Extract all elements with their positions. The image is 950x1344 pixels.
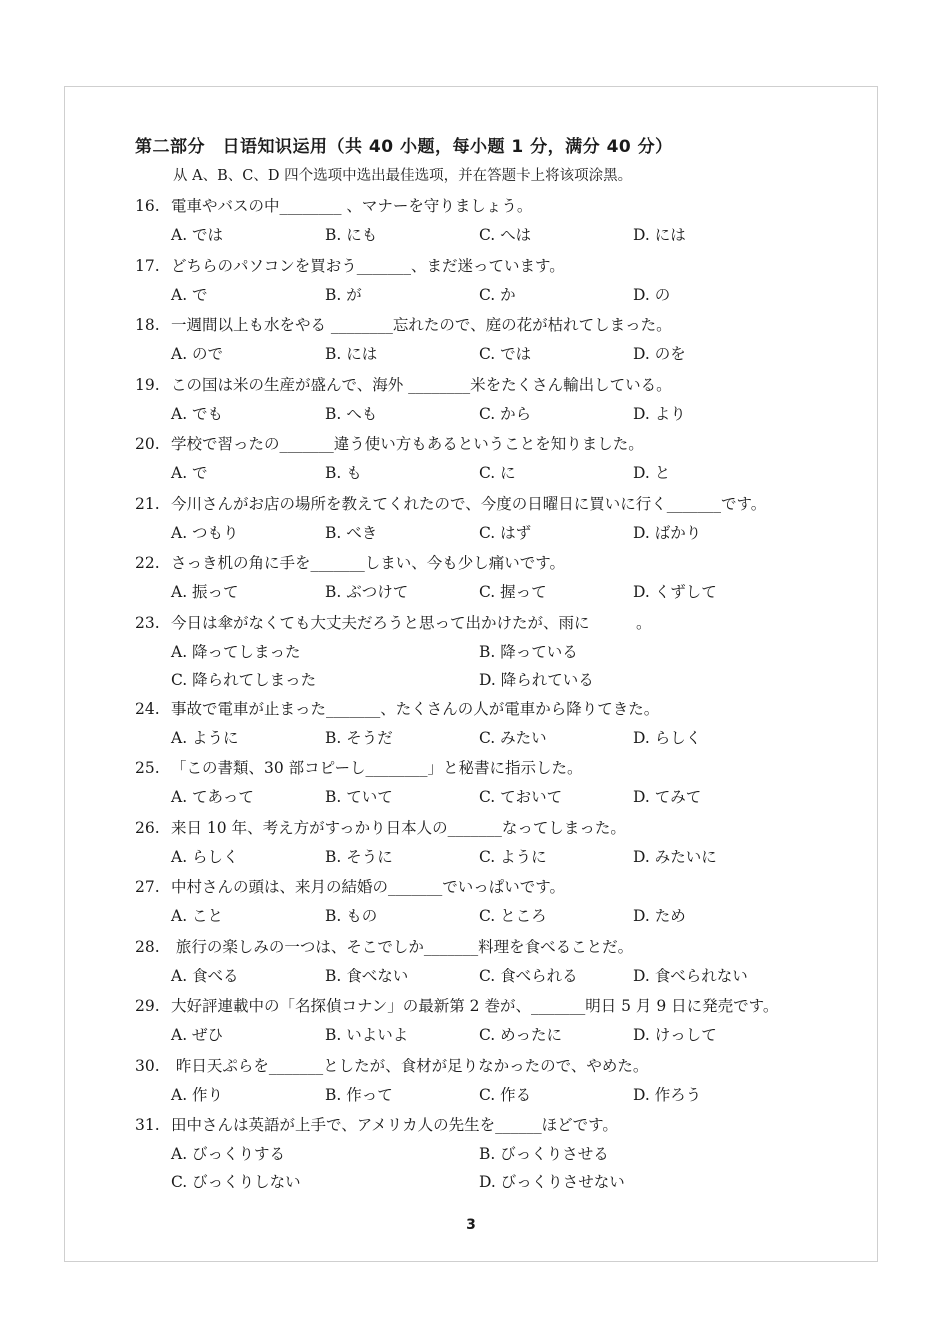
option-a: A. ので	[171, 345, 224, 363]
question-number: 31.	[135, 1116, 160, 1134]
question-17	[135, 251, 845, 311]
question-21	[135, 489, 845, 549]
option-b: B. が	[325, 285, 362, 304]
question-18	[135, 310, 845, 370]
option-b: B. ぶつけて	[325, 583, 409, 601]
option-d: D. ばかり	[633, 523, 702, 542]
option-c: C. か	[479, 285, 516, 304]
option-b: B. も	[325, 464, 362, 482]
option-a: A. ように	[171, 728, 239, 747]
option-a: A. でも	[171, 404, 224, 423]
option-d: D. のを	[633, 345, 686, 363]
option-d: D. ため	[633, 907, 686, 925]
question-text: この国は米の生産が盛んで、海外 ________米をたくさん輸出している。	[171, 375, 672, 394]
option-b: B. そうに	[325, 847, 393, 866]
question-text: 昨日天ぷらを_______としたが、食材が足りなかったので、やめた。	[171, 1056, 649, 1075]
option-d: D. くずして	[633, 583, 717, 601]
question-19	[135, 370, 845, 430]
option-c: C. へは	[479, 226, 532, 244]
question-31	[135, 1110, 845, 1196]
option-c: C. びっくりしない	[171, 1173, 301, 1191]
option-a: A. こと	[171, 907, 224, 925]
question-number: 24.	[135, 699, 160, 718]
question-22	[135, 548, 845, 608]
question-28	[135, 932, 845, 992]
question-text: 事故で電車が止まった_______、たくさんの人が電車から降りてきた。	[171, 699, 660, 718]
question-30	[135, 1051, 845, 1111]
option-b: B. もの	[325, 907, 378, 925]
option-a: A. てあって	[171, 788, 254, 806]
question-23	[135, 608, 845, 694]
question-text: 大好評連載中の「名探偵コナン」の最新第 2 巻が、_______明日 5 月 9 日に発売です。	[171, 997, 779, 1015]
option-c: C. では	[479, 345, 532, 363]
option-c: C. みたい	[479, 728, 547, 747]
option-d: D. 作ろう	[633, 1085, 702, 1104]
question-text: 電車やバスの中________ 、マナーを守りましょう。	[171, 197, 533, 215]
option-c: C. ところ	[479, 907, 547, 925]
option-d: D. 降られている	[479, 670, 594, 689]
question-number: 30.	[135, 1056, 160, 1075]
question-text: 「この書類、30 部コピーし________」と秘書に指示した。	[171, 759, 583, 777]
option-b: B. いよいよ	[325, 1026, 409, 1044]
option-d: D. と	[633, 464, 671, 482]
page-content	[135, 133, 845, 1196]
option-a: A. で	[171, 464, 208, 482]
option-a: A. では	[171, 226, 224, 244]
question-text: 今川さんがお店の場所を教えてくれたので、今度の日曜日に買いに行く_______です。	[171, 494, 767, 513]
question-text: 中村さんの頭は、来月の結婚の_______でいっぱいです。	[171, 878, 566, 896]
option-a: A. びっくりする	[171, 1145, 286, 1163]
option-d: D. には	[633, 226, 686, 244]
question-text: どちらのパソコンを買おう_______、まだ迷っています。	[171, 256, 565, 275]
option-b: B. 降っている	[479, 642, 578, 661]
option-d: D. びっくりさせない	[479, 1173, 625, 1191]
question-number: 18.	[135, 316, 160, 334]
option-d: D. みたいに	[633, 847, 717, 866]
question-16	[135, 191, 845, 251]
option-d: D. てみて	[633, 788, 702, 806]
question-number: 23.	[135, 613, 160, 632]
question-number: 25.	[135, 759, 160, 777]
question-number: 28.	[135, 937, 160, 956]
question-20	[135, 429, 845, 489]
option-b: B. そうだ	[325, 728, 393, 747]
question-number: 22.	[135, 554, 160, 572]
question-text: 一週間以上も水をやる ________忘れたので、庭の花が枯れてしまった。	[171, 316, 672, 334]
option-b: B. にも	[325, 226, 378, 244]
option-a: A. つもり	[171, 523, 239, 542]
option-c: C. めったに	[479, 1026, 563, 1044]
option-c: C. 握って	[479, 583, 547, 601]
option-c: C. ように	[479, 847, 547, 866]
option-b: B. 作って	[325, 1085, 393, 1104]
question-27	[135, 872, 845, 932]
option-d: D. らしく	[633, 728, 702, 747]
question-text: さっき机の角に手を_______しまい、今も少し痛いです。	[171, 554, 566, 572]
question-26	[135, 813, 845, 873]
question-number: 26.	[135, 818, 160, 837]
page-number: 3	[466, 1217, 476, 1233]
option-b: B. ていて	[325, 788, 393, 806]
option-a: A. 振って	[171, 583, 239, 601]
option-a: A. で	[171, 285, 208, 304]
option-b: B. には	[325, 345, 378, 363]
option-b: B. 食べない	[325, 966, 409, 985]
option-d: D. けっして	[633, 1026, 717, 1044]
option-a: A. 降ってしまった	[171, 642, 301, 661]
question-29	[135, 991, 845, 1051]
question-number: 16.	[135, 197, 160, 215]
option-a: A. ぜひ	[171, 1026, 224, 1044]
question-25	[135, 753, 845, 813]
option-c: C. に	[479, 464, 516, 482]
option-c: C. 作る	[479, 1085, 532, 1104]
question-number: 19.	[135, 375, 160, 394]
section-instruction: 从 A、B、C、D 四个选项中选出最佳选项，并在答题卡上将该项涂黑。	[173, 168, 633, 184]
question-number: 21.	[135, 494, 160, 513]
question-number: 27.	[135, 878, 160, 896]
exam-page	[64, 86, 878, 1262]
section-title: 第二部分 日语知识运用（共 40 小题，每小题 1 分，满分 40 分）	[135, 137, 673, 157]
question-text: 今日は傘がなくても大丈夫だろうと思って出かけたが、雨に 。	[171, 613, 652, 632]
option-d: D. の	[633, 285, 671, 304]
option-c: C. から	[479, 404, 532, 423]
option-a: A. 作り	[171, 1085, 224, 1104]
question-number: 20.	[135, 435, 160, 453]
option-c: C. 食べられる	[479, 966, 578, 985]
option-b: B. びっくりさせる	[479, 1145, 609, 1163]
option-d: D. 食べられない	[633, 966, 748, 985]
question-text: 学校で習ったの_______違う使い方もあるということを知りました。	[171, 435, 644, 453]
option-c: C. ておいて	[479, 788, 563, 806]
question-text: 田中さんは英語が上手で、アメリカ人の先生を______ほどです。	[171, 1116, 618, 1134]
option-a: A. らしく	[171, 847, 239, 866]
question-number: 17.	[135, 256, 160, 275]
option-b: B. べき	[325, 523, 378, 542]
option-c: C. 降られてしまった	[171, 670, 317, 689]
option-a: A. 食べる	[171, 966, 239, 985]
question-text: 来日 10 年、考え方がすっかり日本人の_______なってしまった。	[171, 818, 626, 837]
option-d: D. より	[633, 404, 686, 423]
option-c: C. はず	[479, 523, 532, 542]
option-b: B. へも	[325, 404, 378, 423]
question-24	[135, 694, 845, 754]
question-number: 29.	[135, 997, 160, 1015]
question-text: 旅行の楽しみの一つは、そこでしか_______料理を食べることだ。	[171, 937, 634, 956]
